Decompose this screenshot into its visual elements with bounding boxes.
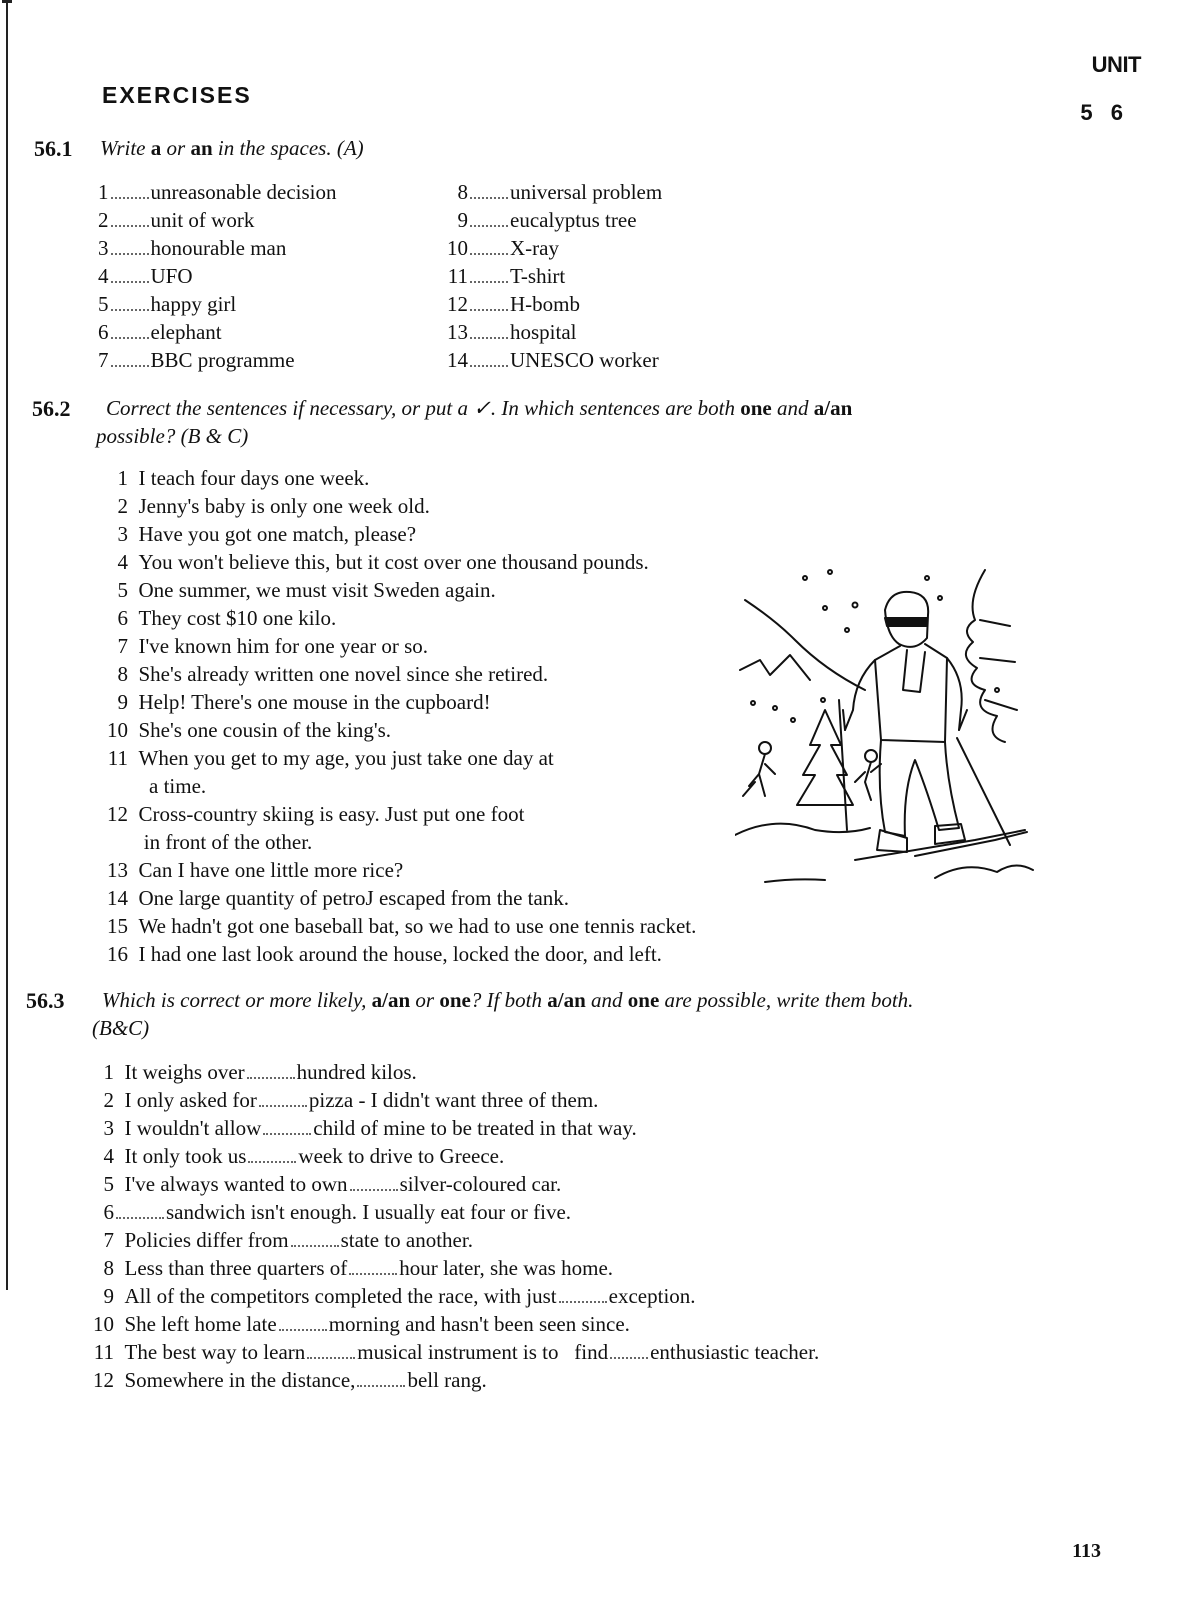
exercise-number: 56.1: [34, 136, 73, 161]
list-item: 12 Cross-country skiing is easy. Just put one foot: [107, 802, 525, 826]
skier-illustration: [735, 560, 1035, 890]
answer-blank[interactable]: [247, 1063, 295, 1079]
list-item: 10 She's one cousin of the king's.: [107, 718, 392, 742]
answer-blank[interactable]: [610, 1343, 648, 1359]
answer-blank[interactable]: [116, 1203, 164, 1219]
list-item: 13 hospital: [447, 320, 577, 344]
answer-blank[interactable]: [259, 1091, 307, 1107]
answer-blank[interactable]: [111, 183, 149, 199]
margin-rule: [6, 0, 8, 1290]
answer-blank[interactable]: [307, 1343, 355, 1359]
list-item: 8 Less than three quarters of hour later, she was home.: [103, 1256, 614, 1280]
list-item: 12 Somewhere in the distance, bell rang.: [93, 1368, 487, 1392]
list-item: 13 Can I have one little more rice?: [107, 858, 404, 882]
list-item: 4 You won't believe this, but it cost over one thousand pounds.: [117, 550, 649, 574]
list-item: 10 She left home late morning and hasn't been seen since.: [93, 1312, 630, 1336]
list-item: 2 I only asked for pizza - I didn't want three of them.: [103, 1088, 599, 1112]
exercise-list-right: [438, 178, 662, 374]
list-item: 7 BBC programme: [98, 348, 295, 372]
answer-blank[interactable]: [470, 267, 508, 283]
list-item: 1 I teach four days one week.: [117, 466, 370, 490]
exercise-list-left: [98, 178, 337, 374]
answer-blank[interactable]: [470, 239, 508, 255]
answer-blank[interactable]: [350, 1175, 398, 1191]
list-item-cont: a time.: [149, 774, 207, 798]
list-item: 14 One large quantity of petroJ escaped from the tank.: [107, 886, 570, 910]
list-item: 4 UFO: [98, 264, 193, 288]
answer-blank[interactable]: [470, 351, 508, 367]
list-item: 3 Have you got one match, please?: [117, 522, 417, 546]
exercise-instruction-cont: possible? (B & C): [96, 424, 249, 448]
page-number: 113: [1072, 1540, 1101, 1562]
answer-blank[interactable]: [111, 351, 149, 367]
list-item-cont: in front of the other.: [143, 830, 313, 854]
answer-blank[interactable]: [470, 183, 508, 199]
list-item: 6 They cost $10 one kilo.: [117, 606, 337, 630]
exercise-list: [88, 1058, 819, 1394]
list-item: 4 It only took us week to drive to Greece.: [103, 1144, 505, 1168]
list-item: 1 It weighs over hundred kilos.: [103, 1060, 417, 1084]
list-item: 1 unreasonable decision: [98, 180, 337, 204]
list-item: 6 sandwich isn't enough. I usually eat four or five.: [103, 1200, 572, 1224]
list-item: 5 I've always wanted to own silver-coloured car.: [103, 1172, 562, 1196]
list-item: 11 When you get to my age, you just take one day at: [107, 746, 554, 770]
unit-number: 5 6: [1080, 100, 1129, 125]
list-item: 11 The best way to learn musical instrument is to find enthusiastic teacher.: [93, 1340, 820, 1364]
answer-blank[interactable]: [263, 1119, 311, 1135]
list-item: 8 She's already written one novel since she retired.: [117, 662, 549, 686]
list-item: 9 All of the competitors completed the race, with just exception.: [103, 1284, 696, 1308]
list-item: 3 I wouldn't allow child of mine to be treated in that way.: [103, 1116, 637, 1140]
list-item: 9 Help! There's one mouse in the cupboard!: [117, 690, 491, 714]
answer-blank[interactable]: [357, 1371, 405, 1387]
list-item: 7 Policies differ from state to another.: [103, 1228, 473, 1252]
list-item: 8 universal problem: [457, 180, 663, 204]
list-item: 9 eucalyptus tree: [457, 208, 637, 232]
exercise-list: [94, 464, 696, 968]
exercise-instruction: Correct the sentences if necessary, or put a ✓. In which sentences are both one and a/an: [106, 396, 853, 420]
list-item: 2 unit of work: [98, 208, 255, 232]
answer-blank[interactable]: [111, 323, 149, 339]
list-item: 12 H-bomb: [447, 292, 580, 316]
list-item: 3 honourable man: [98, 236, 287, 260]
answer-blank[interactable]: [291, 1231, 339, 1247]
answer-blank[interactable]: [470, 211, 508, 227]
answer-blank[interactable]: [349, 1259, 397, 1275]
page-title: EXERCISES: [102, 82, 252, 108]
list-item: 5 happy girl: [98, 292, 237, 316]
list-item: 10 X-ray: [447, 236, 559, 260]
answer-blank[interactable]: [111, 295, 149, 311]
answer-blank[interactable]: [248, 1147, 296, 1163]
answer-blank[interactable]: [111, 239, 149, 255]
list-item: 7 I've known him for one year or so.: [117, 634, 429, 658]
exercise-instruction-cont: (B&C): [92, 1016, 150, 1040]
list-item: 2 Jenny's baby is only one week old.: [117, 494, 430, 518]
answer-blank[interactable]: [559, 1287, 607, 1303]
exercise-instruction: Write a or an in the spaces. (A): [100, 136, 364, 160]
answer-blank[interactable]: [470, 295, 508, 311]
answer-blank[interactable]: [111, 267, 149, 283]
exercise-instruction: Which is correct or more likely, a/an or one? If both a/an and one are possible, write them both.: [102, 988, 914, 1012]
list-item: 5 One summer, we must visit Sweden again.: [117, 578, 496, 602]
answer-blank[interactable]: [470, 323, 508, 339]
answer-blank[interactable]: [279, 1315, 327, 1331]
list-item: 11 T-shirt: [447, 264, 566, 288]
unit-label: UNIT: [1091, 52, 1141, 77]
margin-rule-tick: [2, 0, 12, 3]
list-item: 15 We hadn't got one baseball bat, so we had to use one tennis racket.: [107, 914, 697, 938]
answer-blank[interactable]: [111, 211, 149, 227]
exercise-number: 56.2: [32, 396, 71, 421]
list-item: 6 elephant: [98, 320, 222, 344]
list-item: 14 UNESCO worker: [447, 348, 659, 372]
list-item: 16 I had one last look around the house, locked the door, and left.: [107, 942, 662, 966]
exercise-number: 56.3: [26, 988, 65, 1013]
